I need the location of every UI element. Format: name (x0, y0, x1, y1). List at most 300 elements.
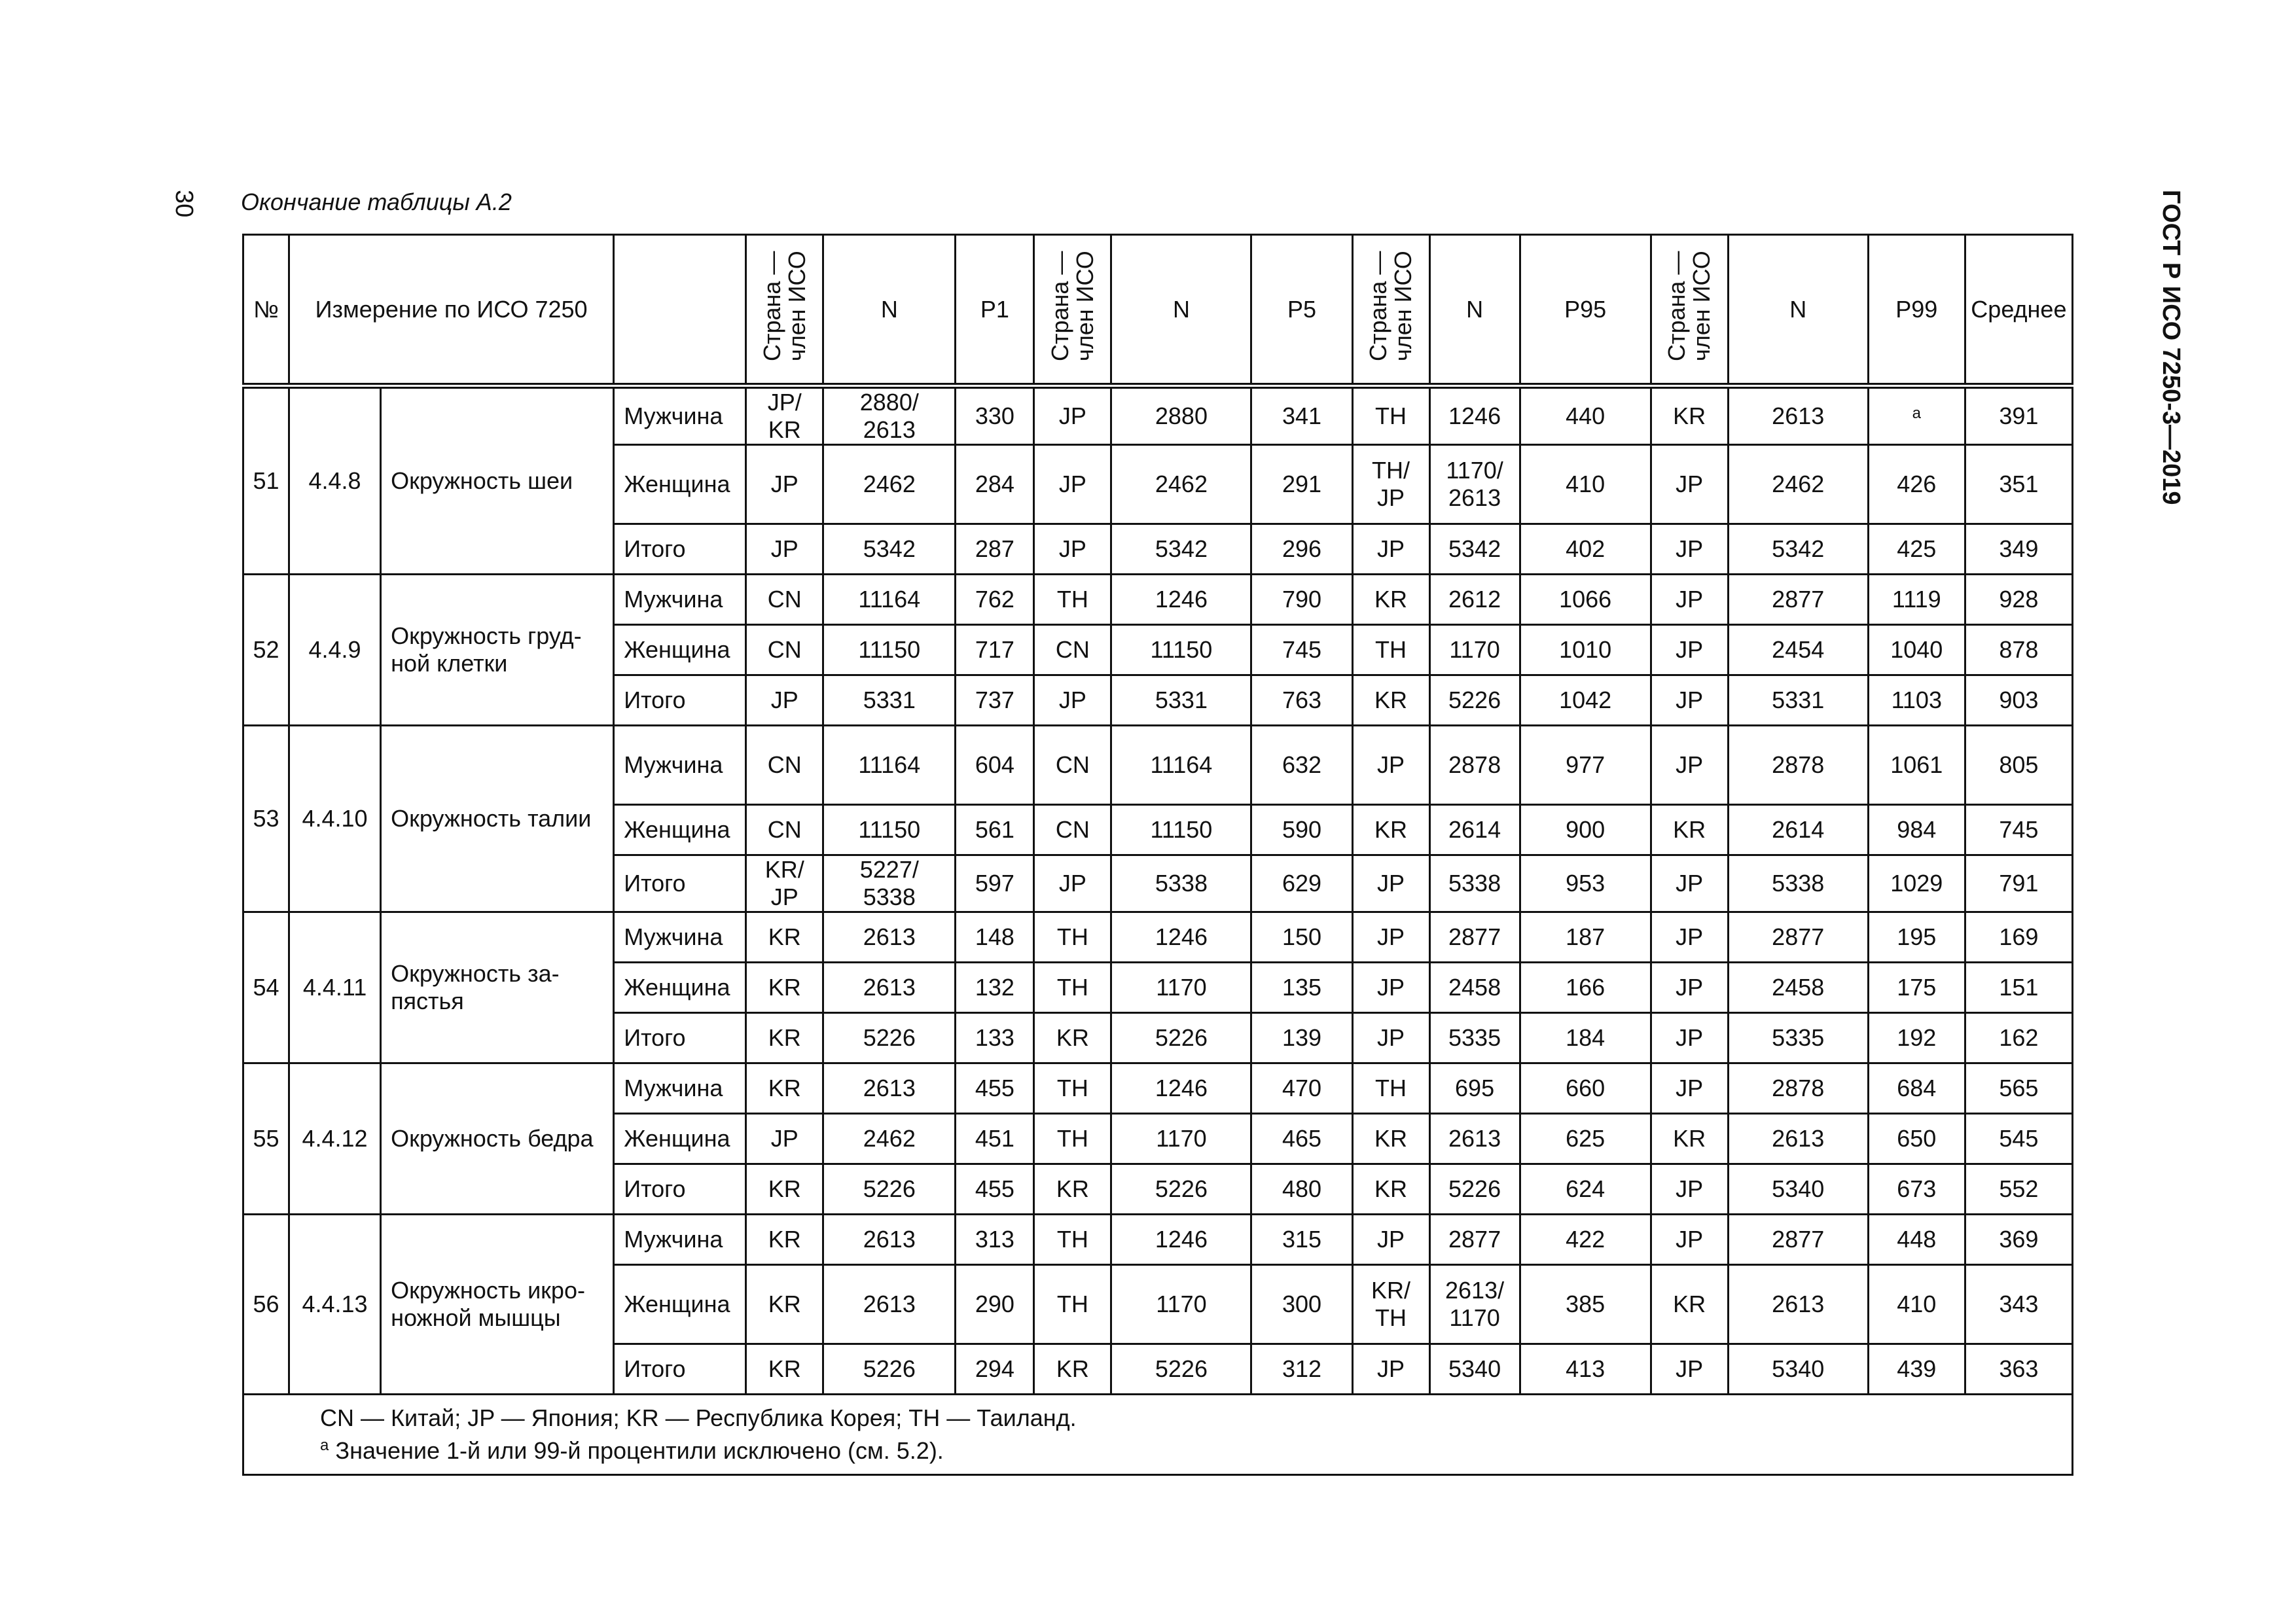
sex-label: Женщина (614, 1114, 746, 1164)
cell-n1: 2613 (823, 963, 956, 1013)
header-measure: Измерение по ИСО 7250 (289, 235, 614, 386)
cell-c4: JP (1651, 1063, 1728, 1114)
row-number: 55 (243, 1063, 289, 1215)
cell-n4: 2613 (1728, 1265, 1868, 1344)
cell-p1: 561 (956, 805, 1034, 855)
cell-n3: 5335 (1429, 1013, 1520, 1063)
cell-mean: 791 (1965, 855, 2072, 912)
cell-c3: TH (1352, 625, 1429, 675)
cell-n4: 2877 (1728, 1215, 1868, 1265)
sex-label: Женщина (614, 805, 746, 855)
cell-c1: KR/ JP (746, 855, 823, 912)
cell-n2: 1246 (1111, 912, 1251, 963)
cell-p99 (1868, 386, 1965, 445)
cell-n2: 5226 (1111, 1013, 1251, 1063)
cell-c3: JP (1352, 855, 1429, 912)
cell-p5: 300 (1251, 1265, 1352, 1344)
cell-c3: JP (1352, 912, 1429, 963)
sex-label: Женщина (614, 1265, 746, 1344)
cell-n3: 5226 (1429, 675, 1520, 726)
cell-n1: 5331 (823, 675, 956, 726)
cell-n2: 1170 (1111, 1265, 1251, 1344)
cell-mean: 928 (1965, 575, 2072, 625)
cell-p1: 287 (956, 524, 1034, 575)
cell-c4: JP (1651, 445, 1728, 524)
measure-name: Окружность талии (381, 726, 614, 912)
cell-n4: 2458 (1728, 963, 1868, 1013)
header-n-1: N (823, 235, 956, 386)
measure-code: 4.4.10 (289, 726, 381, 912)
cell-p99: 650 (1868, 1114, 1965, 1164)
header-p5: P5 (1251, 235, 1352, 386)
cell-n1: 5226 (823, 1013, 956, 1063)
cell-n4: 2613 (1728, 386, 1868, 445)
cell-c3: KR (1352, 805, 1429, 855)
cell-n3: 2612 (1429, 575, 1520, 625)
cell-mean: 903 (1965, 675, 2072, 726)
cell-c3: KR (1352, 575, 1429, 625)
row-number: 53 (243, 726, 289, 912)
sex-label: Итого (614, 1344, 746, 1395)
cell-p99: 410 (1868, 1265, 1965, 1344)
cell-n2: 11150 (1111, 805, 1251, 855)
cell-p99: 1040 (1868, 625, 1965, 675)
cell-c2: CN (1034, 625, 1111, 675)
row-number: 51 (243, 386, 289, 575)
table-row (243, 386, 2073, 445)
cell-c3: JP (1352, 524, 1429, 575)
cell-p5: 296 (1251, 524, 1352, 575)
cell-p5: 763 (1251, 675, 1352, 726)
cell-n1: 2613 (823, 1265, 956, 1344)
page-number: 30 (170, 190, 198, 218)
cell-c2: CN (1034, 726, 1111, 805)
cell-p99: 984 (1868, 805, 1965, 855)
cell-p99: 1103 (1868, 675, 1965, 726)
cell-c2: JP (1034, 524, 1111, 575)
cell-p5: 470 (1251, 1063, 1352, 1114)
cell-p5: 135 (1251, 963, 1352, 1013)
cell-p1: 455 (956, 1063, 1034, 1114)
cell-c4: JP (1651, 625, 1728, 675)
cell-p1: 604 (956, 726, 1034, 805)
measure-name: Окружность шеи (381, 386, 614, 575)
cell-n2: 2880 (1111, 386, 1251, 445)
sex-label: Итого (614, 1164, 746, 1215)
cell-n3: 5338 (1429, 855, 1520, 912)
cell-p95: 187 (1520, 912, 1651, 963)
cell-c3: KR/ TH (1352, 1265, 1429, 1344)
sex-label: Итого (614, 675, 746, 726)
cell-c2: TH (1034, 1114, 1111, 1164)
cell-n3: 2877 (1429, 1215, 1520, 1265)
cell-n2: 5338 (1111, 855, 1251, 912)
cell-n4: 2454 (1728, 625, 1868, 675)
cell-p1: 133 (956, 1013, 1034, 1063)
header-country-4: Страна — член ИСО (1651, 235, 1728, 386)
sex-label: Мужчина (614, 575, 746, 625)
cell-p95: 1066 (1520, 575, 1651, 625)
cell-p5: 341 (1251, 386, 1352, 445)
cell-p99: 1119 (1868, 575, 1965, 625)
row-number: 52 (243, 575, 289, 726)
cell-p1: 451 (956, 1114, 1034, 1164)
cell-c3: KR (1352, 675, 1429, 726)
cell-c2: JP (1034, 855, 1111, 912)
header-row (243, 235, 2073, 386)
cell-c3: TH (1352, 1063, 1429, 1114)
cell-c4: KR (1651, 1114, 1728, 1164)
header-no: № (243, 235, 289, 386)
sex-label: Женщина (614, 625, 746, 675)
cell-p99: 1061 (1868, 726, 1965, 805)
cell-n1: 11164 (823, 726, 956, 805)
cell-p1: 148 (956, 912, 1034, 963)
cell-p5: 315 (1251, 1215, 1352, 1265)
header-p99: P99 (1868, 235, 1965, 386)
notes-row (243, 1395, 2073, 1475)
cell-c1: JP (746, 524, 823, 575)
legend-note: CN — Китай; JP — Япония; KR — Республика Корея; TH — Таиланд. (320, 1404, 1077, 1431)
header-p95: P95 (1520, 235, 1651, 386)
cell-c2: TH (1034, 963, 1111, 1013)
cell-p1: 762 (956, 575, 1034, 625)
cell-n4: 5340 (1728, 1344, 1868, 1395)
table-row (243, 912, 2073, 963)
cell-p95: 184 (1520, 1013, 1651, 1063)
cell-p95: 402 (1520, 524, 1651, 575)
cell-c1: KR (746, 1013, 823, 1063)
cell-n2: 5226 (1111, 1344, 1251, 1395)
cell-c1: KR (746, 1344, 823, 1395)
cell-n3: 695 (1429, 1063, 1520, 1114)
cell-n1: 2462 (823, 1114, 956, 1164)
cell-c2: TH (1034, 1063, 1111, 1114)
cell-c2: JP (1034, 386, 1111, 445)
cell-p5: 790 (1251, 575, 1352, 625)
cell-p1: 290 (956, 1265, 1034, 1344)
cell-mean: 162 (1965, 1013, 2072, 1063)
header-country-2: Страна — член ИСО (1034, 235, 1111, 386)
cell-p99: 684 (1868, 1063, 1965, 1114)
cell-c2: KR (1034, 1344, 1111, 1395)
cell-mean: 545 (1965, 1114, 2072, 1164)
cell-p1: 132 (956, 963, 1034, 1013)
cell-p5: 291 (1251, 445, 1352, 524)
cell-mean: 391 (1965, 386, 2072, 445)
cell-c2: KR (1034, 1013, 1111, 1063)
cell-p1: 284 (956, 445, 1034, 524)
measure-code: 4.4.12 (289, 1063, 381, 1215)
cell-n1: 11164 (823, 575, 956, 625)
table-caption: Окончание таблицы А.2 (241, 188, 512, 215)
cell-n3: 2458 (1429, 963, 1520, 1013)
cell-n1: 2880/ 2613 (823, 386, 956, 445)
table-row (243, 1215, 2073, 1265)
cell-n4: 2878 (1728, 726, 1868, 805)
cell-c2: TH (1034, 1265, 1111, 1344)
table-row (243, 575, 2073, 625)
cell-p95: 953 (1520, 855, 1651, 912)
measure-code: 4.4.13 (289, 1215, 381, 1395)
cell-c1: KR (746, 912, 823, 963)
cell-c4: JP (1651, 575, 1728, 625)
cell-c1: JP/ KR (746, 386, 823, 445)
measure-code: 4.4.11 (289, 912, 381, 1063)
cell-mean: 369 (1965, 1215, 2072, 1265)
cell-n4: 5331 (1728, 675, 1868, 726)
cell-p5: 590 (1251, 805, 1352, 855)
cell-mean: 805 (1965, 726, 2072, 805)
document-title: ГОСТ Р ИСО 7250-3—2019 (2157, 190, 2185, 505)
cell-n3: 5340 (1429, 1344, 1520, 1395)
header-country-1: Страна — член ИСО (746, 235, 823, 386)
cell-c4: JP (1651, 912, 1728, 963)
cell-n2: 5342 (1111, 524, 1251, 575)
cell-n1: 5227/ 5338 (823, 855, 956, 912)
cell-mean: 552 (1965, 1164, 2072, 1215)
cell-c4: KR (1651, 805, 1728, 855)
cell-p5: 465 (1251, 1114, 1352, 1164)
cell-p1: 313 (956, 1215, 1034, 1265)
header-sex (614, 235, 746, 386)
cell-p99: 192 (1868, 1013, 1965, 1063)
cell-n3: 2878 (1429, 726, 1520, 805)
cell-n2: 1170 (1111, 963, 1251, 1013)
cell-p99: 673 (1868, 1164, 1965, 1215)
cell-n4: 2462 (1728, 445, 1868, 524)
cell-c4: JP (1651, 524, 1728, 575)
sex-label: Мужчина (614, 912, 746, 963)
header-country-3: Страна — член ИСО (1352, 235, 1429, 386)
cell-p95: 1042 (1520, 675, 1651, 726)
cell-n3: 2613 (1429, 1114, 1520, 1164)
cell-c2: TH (1034, 912, 1111, 963)
cell-c1: JP (746, 1114, 823, 1164)
cell-n2: 1246 (1111, 1215, 1251, 1265)
cell-c2: TH (1034, 1215, 1111, 1265)
cell-c4: JP (1651, 963, 1728, 1013)
cell-mean: 745 (1965, 805, 2072, 855)
cell-n2: 1170 (1111, 1114, 1251, 1164)
cell-n2: 1246 (1111, 575, 1251, 625)
cell-n3: 2613/ 1170 (1429, 1265, 1520, 1344)
cell-p5: 745 (1251, 625, 1352, 675)
cell-c2: KR (1034, 1164, 1111, 1215)
header-n-2: N (1111, 235, 1251, 386)
cell-n1: 11150 (823, 625, 956, 675)
cell-n1: 2613 (823, 1215, 956, 1265)
cell-n1: 5342 (823, 524, 956, 575)
cell-n4: 5342 (1728, 524, 1868, 575)
cell-c3: TH (1352, 386, 1429, 445)
cell-mean: 169 (1965, 912, 2072, 963)
cell-n3: 2877 (1429, 912, 1520, 963)
cell-p95: 440 (1520, 386, 1651, 445)
cell-n4: 2877 (1728, 575, 1868, 625)
cell-c4: KR (1651, 386, 1728, 445)
cell-n4: 2613 (1728, 1114, 1868, 1164)
cell-p99: 195 (1868, 912, 1965, 963)
cell-c1: KR (746, 1265, 823, 1344)
cell-n4: 2878 (1728, 1063, 1868, 1114)
cell-p95: 410 (1520, 445, 1651, 524)
cell-n1: 2462 (823, 445, 956, 524)
row-number: 54 (243, 912, 289, 1063)
cell-p1: 294 (956, 1344, 1034, 1395)
cell-n4: 2877 (1728, 912, 1868, 963)
sex-label: Женщина (614, 445, 746, 524)
sex-label: Мужчина (614, 726, 746, 805)
cell-c1: KR (746, 963, 823, 1013)
measure-name: Окружность икро- ножной мышцы (381, 1215, 614, 1395)
cell-n4: 2614 (1728, 805, 1868, 855)
sex-label: Женщина (614, 963, 746, 1013)
cell-p95: 385 (1520, 1265, 1651, 1344)
cell-c3: JP (1352, 726, 1429, 805)
cell-c4: JP (1651, 726, 1728, 805)
cell-p1: 330 (956, 386, 1034, 445)
cell-n4: 5340 (1728, 1164, 1868, 1215)
cell-c3: JP (1352, 1344, 1429, 1395)
header-n-3: N (1429, 235, 1520, 386)
cell-p5: 632 (1251, 726, 1352, 805)
table-row (243, 726, 2073, 805)
cell-p1: 717 (956, 625, 1034, 675)
measure-name: Окружность груд- ной клетки (381, 575, 614, 726)
cell-n1: 2613 (823, 912, 956, 963)
cell-p1: 737 (956, 675, 1034, 726)
cell-n3: 1170 (1429, 625, 1520, 675)
cell-p95: 660 (1520, 1063, 1651, 1114)
cell-mean: 351 (1965, 445, 2072, 524)
sex-label: Итого (614, 524, 746, 575)
cell-n1: 11150 (823, 805, 956, 855)
cell-p99: 1029 (1868, 855, 1965, 912)
cell-n2: 11150 (1111, 625, 1251, 675)
cell-c4: JP (1651, 675, 1728, 726)
cell-n1: 5226 (823, 1164, 956, 1215)
data-table (242, 234, 2073, 1476)
cell-c4: JP (1651, 1013, 1728, 1063)
cell-p5: 480 (1251, 1164, 1352, 1215)
cell-p95: 413 (1520, 1344, 1651, 1395)
cell-n3: 5342 (1429, 524, 1520, 575)
table-notes (243, 1395, 2073, 1475)
cell-p5: 629 (1251, 855, 1352, 912)
footnote-mark: a (1912, 404, 1921, 422)
cell-n3: 2614 (1429, 805, 1520, 855)
cell-c1: KR (746, 1063, 823, 1114)
cell-c1: CN (746, 625, 823, 675)
cell-c1: KR (746, 1215, 823, 1265)
cell-p95: 977 (1520, 726, 1651, 805)
cell-n3: 5226 (1429, 1164, 1520, 1215)
cell-c3: KR (1352, 1164, 1429, 1215)
cell-n3: 1170/ 2613 (1429, 445, 1520, 524)
cell-mean: 343 (1965, 1265, 2072, 1344)
cell-p5: 312 (1251, 1344, 1352, 1395)
cell-c2: JP (1034, 675, 1111, 726)
cell-mean: 349 (1965, 524, 2072, 575)
cell-n1: 2613 (823, 1063, 956, 1114)
cell-n2: 5226 (1111, 1164, 1251, 1215)
cell-c3: KR (1352, 1114, 1429, 1164)
cell-p99: 175 (1868, 963, 1965, 1013)
sex-label: Мужчина (614, 1215, 746, 1265)
cell-c3: JP (1352, 1013, 1429, 1063)
sex-label: Итого (614, 855, 746, 912)
cell-c1: KR (746, 1164, 823, 1215)
cell-c3: JP (1352, 1215, 1429, 1265)
cell-c2: CN (1034, 805, 1111, 855)
cell-c1: JP (746, 445, 823, 524)
cell-c1: JP (746, 675, 823, 726)
cell-c1: CN (746, 805, 823, 855)
cell-c4: JP (1651, 855, 1728, 912)
measure-code: 4.4.8 (289, 386, 381, 575)
measure-name: Окружность бедра (381, 1063, 614, 1215)
header-n-4: N (1728, 235, 1868, 386)
cell-n2: 11164 (1111, 726, 1251, 805)
cell-n2: 5331 (1111, 675, 1251, 726)
cell-c2: JP (1034, 445, 1111, 524)
sex-label: Мужчина (614, 1063, 746, 1114)
sex-label: Мужчина (614, 386, 746, 445)
cell-p95: 624 (1520, 1164, 1651, 1215)
cell-c4: JP (1651, 1344, 1728, 1395)
cell-c2: TH (1034, 575, 1111, 625)
cell-n2: 1246 (1111, 1063, 1251, 1114)
cell-mean: 151 (1965, 963, 2072, 1013)
cell-c4: KR (1651, 1265, 1728, 1344)
cell-n4: 5335 (1728, 1013, 1868, 1063)
sex-label: Итого (614, 1013, 746, 1063)
cell-p95: 1010 (1520, 625, 1651, 675)
cell-p99: 439 (1868, 1344, 1965, 1395)
cell-p95: 625 (1520, 1114, 1651, 1164)
cell-c3: TH/ JP (1352, 445, 1429, 524)
row-number: 56 (243, 1215, 289, 1395)
cell-p99: 425 (1868, 524, 1965, 575)
cell-c1: CN (746, 726, 823, 805)
cell-mean: 565 (1965, 1063, 2072, 1114)
cell-p95: 166 (1520, 963, 1651, 1013)
cell-mean: 878 (1965, 625, 2072, 675)
cell-n2: 2462 (1111, 445, 1251, 524)
header-p1: P1 (956, 235, 1034, 386)
cell-mean: 363 (1965, 1344, 2072, 1395)
cell-p1: 597 (956, 855, 1034, 912)
cell-n1: 5226 (823, 1344, 956, 1395)
measure-code: 4.4.9 (289, 575, 381, 726)
footnote: $^a$ Значение 1-й или 99-й процентили исключено (см. 5.2). (320, 1436, 944, 1464)
cell-p99: 426 (1868, 445, 1965, 524)
table-row (243, 1063, 2073, 1114)
cell-c1: CN (746, 575, 823, 625)
cell-c4: JP (1651, 1164, 1728, 1215)
cell-p95: 900 (1520, 805, 1651, 855)
measure-name: Окружность за- пястья (381, 912, 614, 1063)
cell-p5: 139 (1251, 1013, 1352, 1063)
cell-p5: 150 (1251, 912, 1352, 963)
cell-p95: 422 (1520, 1215, 1651, 1265)
cell-n3: 1246 (1429, 386, 1520, 445)
cell-c4: JP (1651, 1215, 1728, 1265)
cell-p99: 448 (1868, 1215, 1965, 1265)
cell-p1: 455 (956, 1164, 1034, 1215)
header-mean: Среднее (1965, 235, 2072, 386)
